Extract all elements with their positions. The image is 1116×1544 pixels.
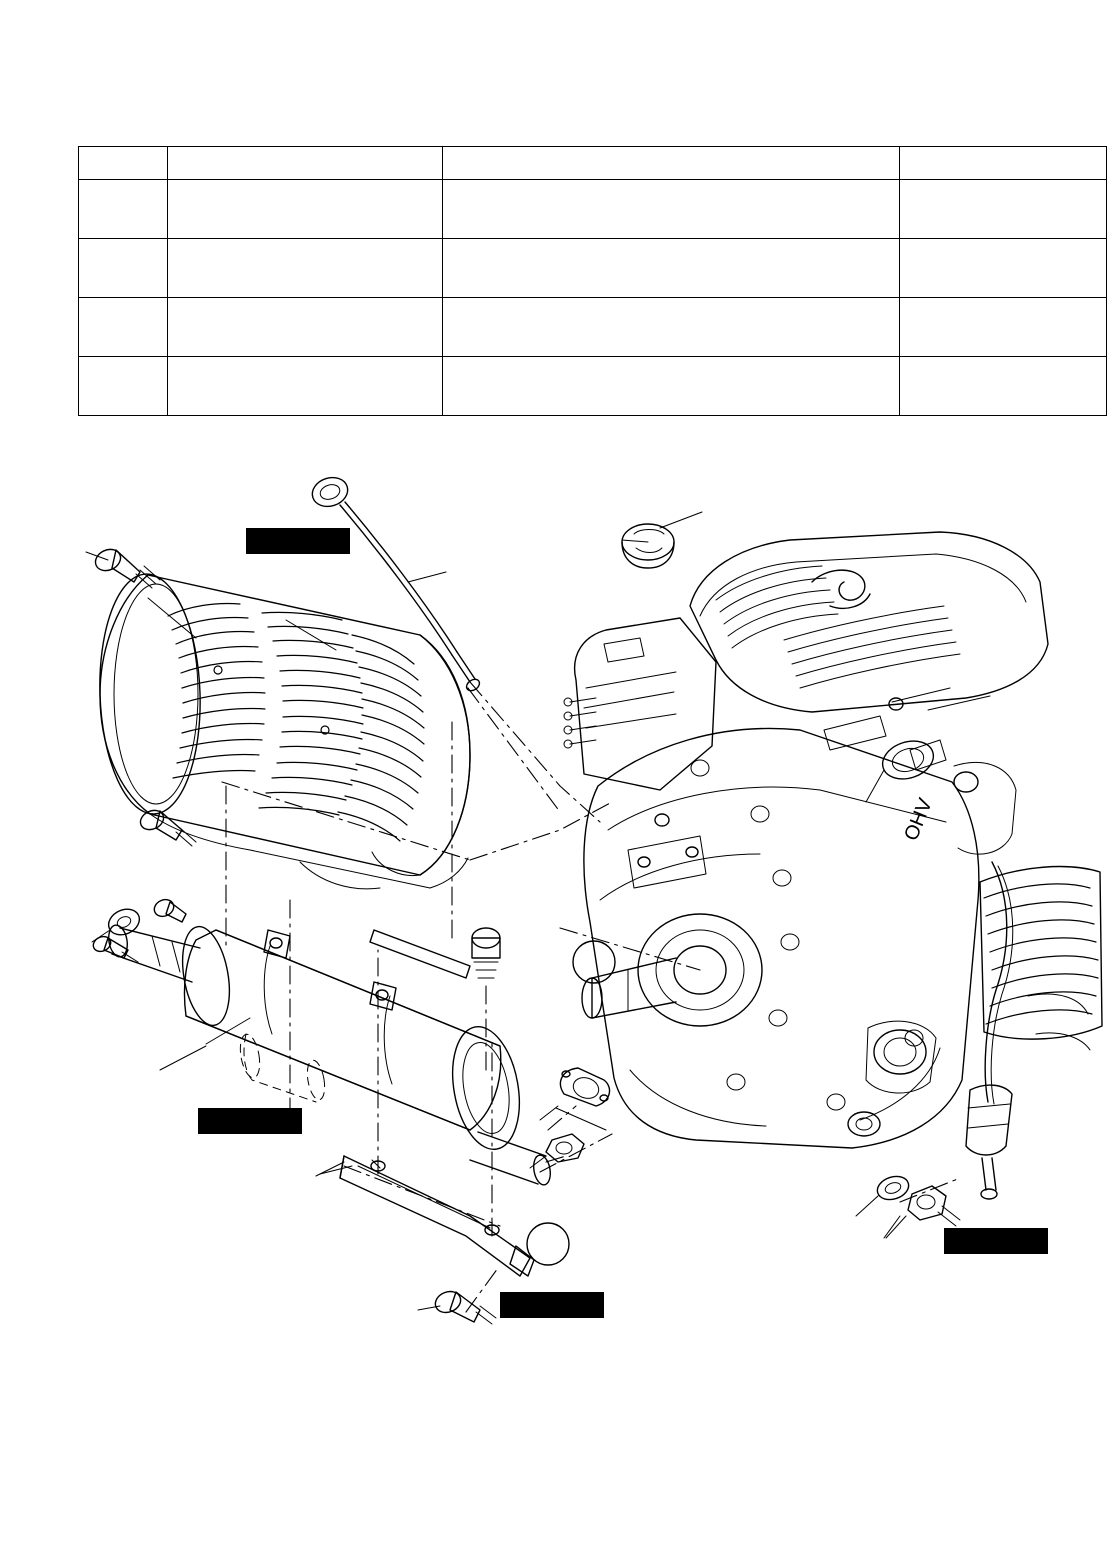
- flange-bolt: [92, 545, 160, 588]
- header-part-number: [168, 147, 443, 180]
- cell-qty: [900, 357, 1107, 416]
- cell-part-number: [168, 298, 443, 357]
- dipstick: [309, 473, 482, 693]
- cell-description: [443, 357, 900, 416]
- balloon-marker: [527, 1223, 569, 1265]
- flange-bolt: [137, 807, 196, 846]
- callout-4-redaction: [944, 1228, 1048, 1254]
- cell-description: [443, 239, 900, 298]
- flange-nut: [530, 1134, 584, 1168]
- callout-1-redaction: [246, 528, 350, 554]
- exhaust-gasket: [540, 1068, 610, 1120]
- table-row: [79, 180, 1107, 239]
- cell-ref: [79, 357, 168, 416]
- cell-qty: [900, 180, 1107, 239]
- sealing-washer: [856, 1173, 912, 1216]
- muffler-heat-shield: [96, 572, 470, 889]
- table-row: [79, 239, 1107, 298]
- flange-bolt: [472, 928, 500, 978]
- table-header-row: [79, 147, 1107, 180]
- clamp-washer: [92, 904, 144, 942]
- oil-fill-cap: [622, 512, 702, 568]
- cell-ref: [79, 180, 168, 239]
- header-ref: [79, 147, 168, 180]
- header-qty: [900, 147, 1107, 180]
- cell-qty: [900, 239, 1107, 298]
- flange-bolt: [152, 897, 186, 922]
- assembly-centerlines: [222, 682, 960, 1312]
- fuel-filter: [966, 1085, 1012, 1199]
- cell-qty: [900, 298, 1107, 357]
- flange-bolt: [418, 1288, 496, 1324]
- engine-assembly: [564, 532, 1102, 1199]
- cell-description: [443, 298, 900, 357]
- flange-bolt: [91, 934, 138, 962]
- cell-part-number: [168, 239, 443, 298]
- cell-description: [443, 180, 900, 239]
- exploded-view-illustration: [0, 430, 1116, 1430]
- cell-ref: [79, 298, 168, 357]
- callout-2-redaction: [198, 1108, 302, 1134]
- cell-part-number: [168, 180, 443, 239]
- engine-marking-text: OHV: [900, 795, 937, 844]
- table-row: [79, 298, 1107, 357]
- cell-part-number: [168, 357, 443, 416]
- muffler-bracket: [320, 1156, 534, 1276]
- table-row: [79, 357, 1107, 416]
- header-description: [443, 147, 900, 180]
- cell-ref: [79, 239, 168, 298]
- parts-table: [78, 146, 1107, 416]
- callout-3-redaction: [500, 1292, 604, 1318]
